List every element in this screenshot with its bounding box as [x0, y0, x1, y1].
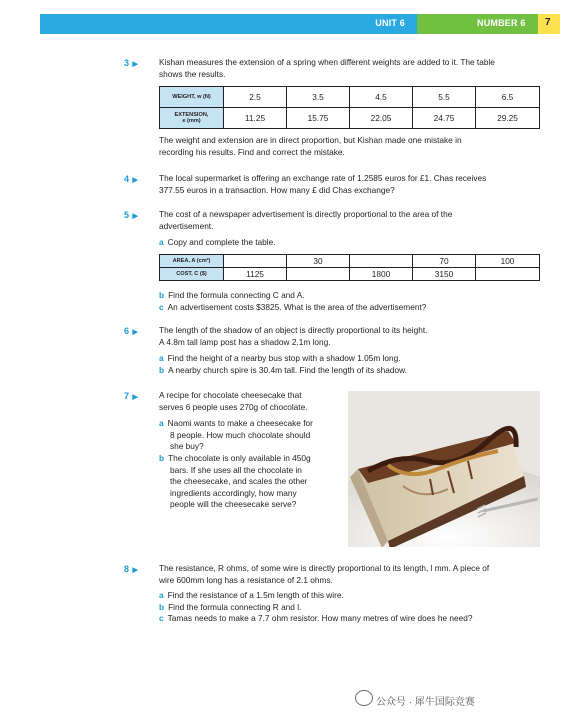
q7-part-b: b The chocolate is only available in 450g bars. If she uses all the chocolate in the cheesecake, and scales the other ingredients accordingly, how many people will the cheesecake serve?: [159, 453, 311, 509]
table-cell: 2.5: [224, 87, 287, 108]
question-4-number: 4 ▶: [124, 174, 138, 184]
q3-after-line2: recording his results. Find and correct the mistake.: [159, 146, 345, 157]
arrow-icon: ▶: [132, 329, 138, 336]
arrow-icon: ▶: [132, 567, 138, 574]
unit-bar: [40, 14, 417, 34]
table-cell: 22.05: [350, 108, 413, 129]
q4-text-line1: The local supermarket is offering an exchange rate of 1.2585 euros for £1. Chas receives: [159, 173, 487, 183]
question-8-number: 8 ▶: [124, 564, 138, 574]
table-cell: 6.5: [476, 87, 540, 108]
table-cell: 3150: [413, 268, 476, 281]
wechat-icon: [355, 690, 373, 706]
table-cell: [350, 255, 413, 268]
table-header-cell: EXTENSION, e (mm): [160, 108, 224, 129]
weight-extension-table: [159, 86, 540, 129]
q6-part-b: b A nearby church spire is 30.4m tall. Find the length of its shadow.: [159, 364, 407, 375]
question-7-number: 7 ▶: [124, 391, 138, 401]
q3-text-line1: Kishan measures the extension of a spring when different weights are added to it. The table: [159, 57, 495, 67]
q5-text-line1: The cost of a newspaper advertisement is directly proportional to the area of the: [159, 209, 453, 219]
q5-part-c: c An advertisement costs $3825. What is the area of the advertisement?: [159, 301, 427, 312]
table-cell: 4.5: [350, 87, 413, 108]
unit-label: UNIT 6: [375, 18, 405, 28]
q8-part-c: c Tamas needs to make a 7.7 ohm resistor. How many metres of wire does he need?: [159, 613, 473, 623]
topic-label: NUMBER 6: [477, 18, 526, 28]
table-cell: 24.75: [413, 108, 476, 129]
table-cell: 3.5: [287, 87, 350, 108]
question-6-number: 6 ▶: [124, 326, 138, 336]
page-number: 7: [545, 17, 551, 28]
table-cell: 29.25: [476, 108, 540, 129]
table-header-cell: AREA, A (cm²): [160, 255, 224, 268]
q5-text-line2: advertisement.: [159, 220, 214, 231]
topic-bar: [417, 14, 538, 34]
arrow-icon: ▶: [132, 61, 138, 68]
table-cell: 15.75: [287, 108, 350, 129]
table-cell: [476, 268, 540, 281]
table-header-cell: WEIGHT, w (N): [160, 87, 224, 108]
question-3-number: 3 ▶: [124, 58, 138, 68]
q6-text-line2: A 4.8m tall lamp post has a shadow 2.1m long.: [159, 336, 331, 347]
table-header-cell: COST, C ($): [160, 268, 224, 281]
table-cell: 11.25: [224, 108, 287, 129]
table-cell: [224, 255, 287, 268]
arrow-icon: ▶: [132, 213, 138, 220]
q8-text-line1: The resistance, R ohms, of some wire is directly proportional to its length, l mm. A piece of: [159, 563, 490, 573]
watermark: 公众号 · 犀牛国际竞赛: [376, 697, 475, 708]
q8-part-b: b Find the formula connecting R and l.: [159, 601, 302, 612]
table-cell: 30: [287, 255, 350, 268]
table-cell: [287, 268, 350, 281]
q6-part-a: a Find the height of a nearby bus stop with a shadow 1.05m long.: [159, 353, 401, 363]
table-cell: 100: [476, 255, 540, 268]
question-5-number: 5 ▶: [124, 210, 138, 220]
q7-part-a: a Naomi wants to make a cheesecake for 8 people. How much chocolate should she buy?: [159, 418, 313, 451]
table-cell: 1125: [224, 268, 287, 281]
table-cell: 70: [413, 255, 476, 268]
arrow-icon: ▶: [132, 394, 138, 401]
q8-text-line2: wire 600mm long has a resistance of 2.1 ohms.: [159, 574, 333, 585]
arrow-icon: ▶: [132, 177, 138, 184]
q3-text-line2: shows the results.: [159, 68, 226, 79]
cheesecake-photo: [348, 391, 540, 547]
q7-text-line2: serves 6 people uses 270g of chocolate.: [159, 401, 308, 412]
q8-part-a: a Find the resistance of a 1.5m length of this wire.: [159, 590, 344, 600]
table-cell: 5.5: [413, 87, 476, 108]
area-cost-table: [159, 254, 540, 281]
q5-part-b: b Find the formula connecting C and A.: [159, 290, 305, 300]
q7-text-line1: A recipe for chocolate cheesecake that: [159, 390, 302, 400]
page-number-box: [538, 14, 560, 34]
q6-text-line1: The length of the shadow of an object is directly proportional to its height.: [159, 325, 428, 335]
table-cell: 1800: [350, 268, 413, 281]
q3-after-line1: The weight and extension are in direct proportion, but Kishan made one mistake in: [159, 135, 462, 145]
q4-text-line2: 377.55 euros in a transaction. How many £ did Chas exchange?: [159, 184, 395, 195]
q5-part-a: a Copy and complete the table.: [159, 237, 276, 247]
